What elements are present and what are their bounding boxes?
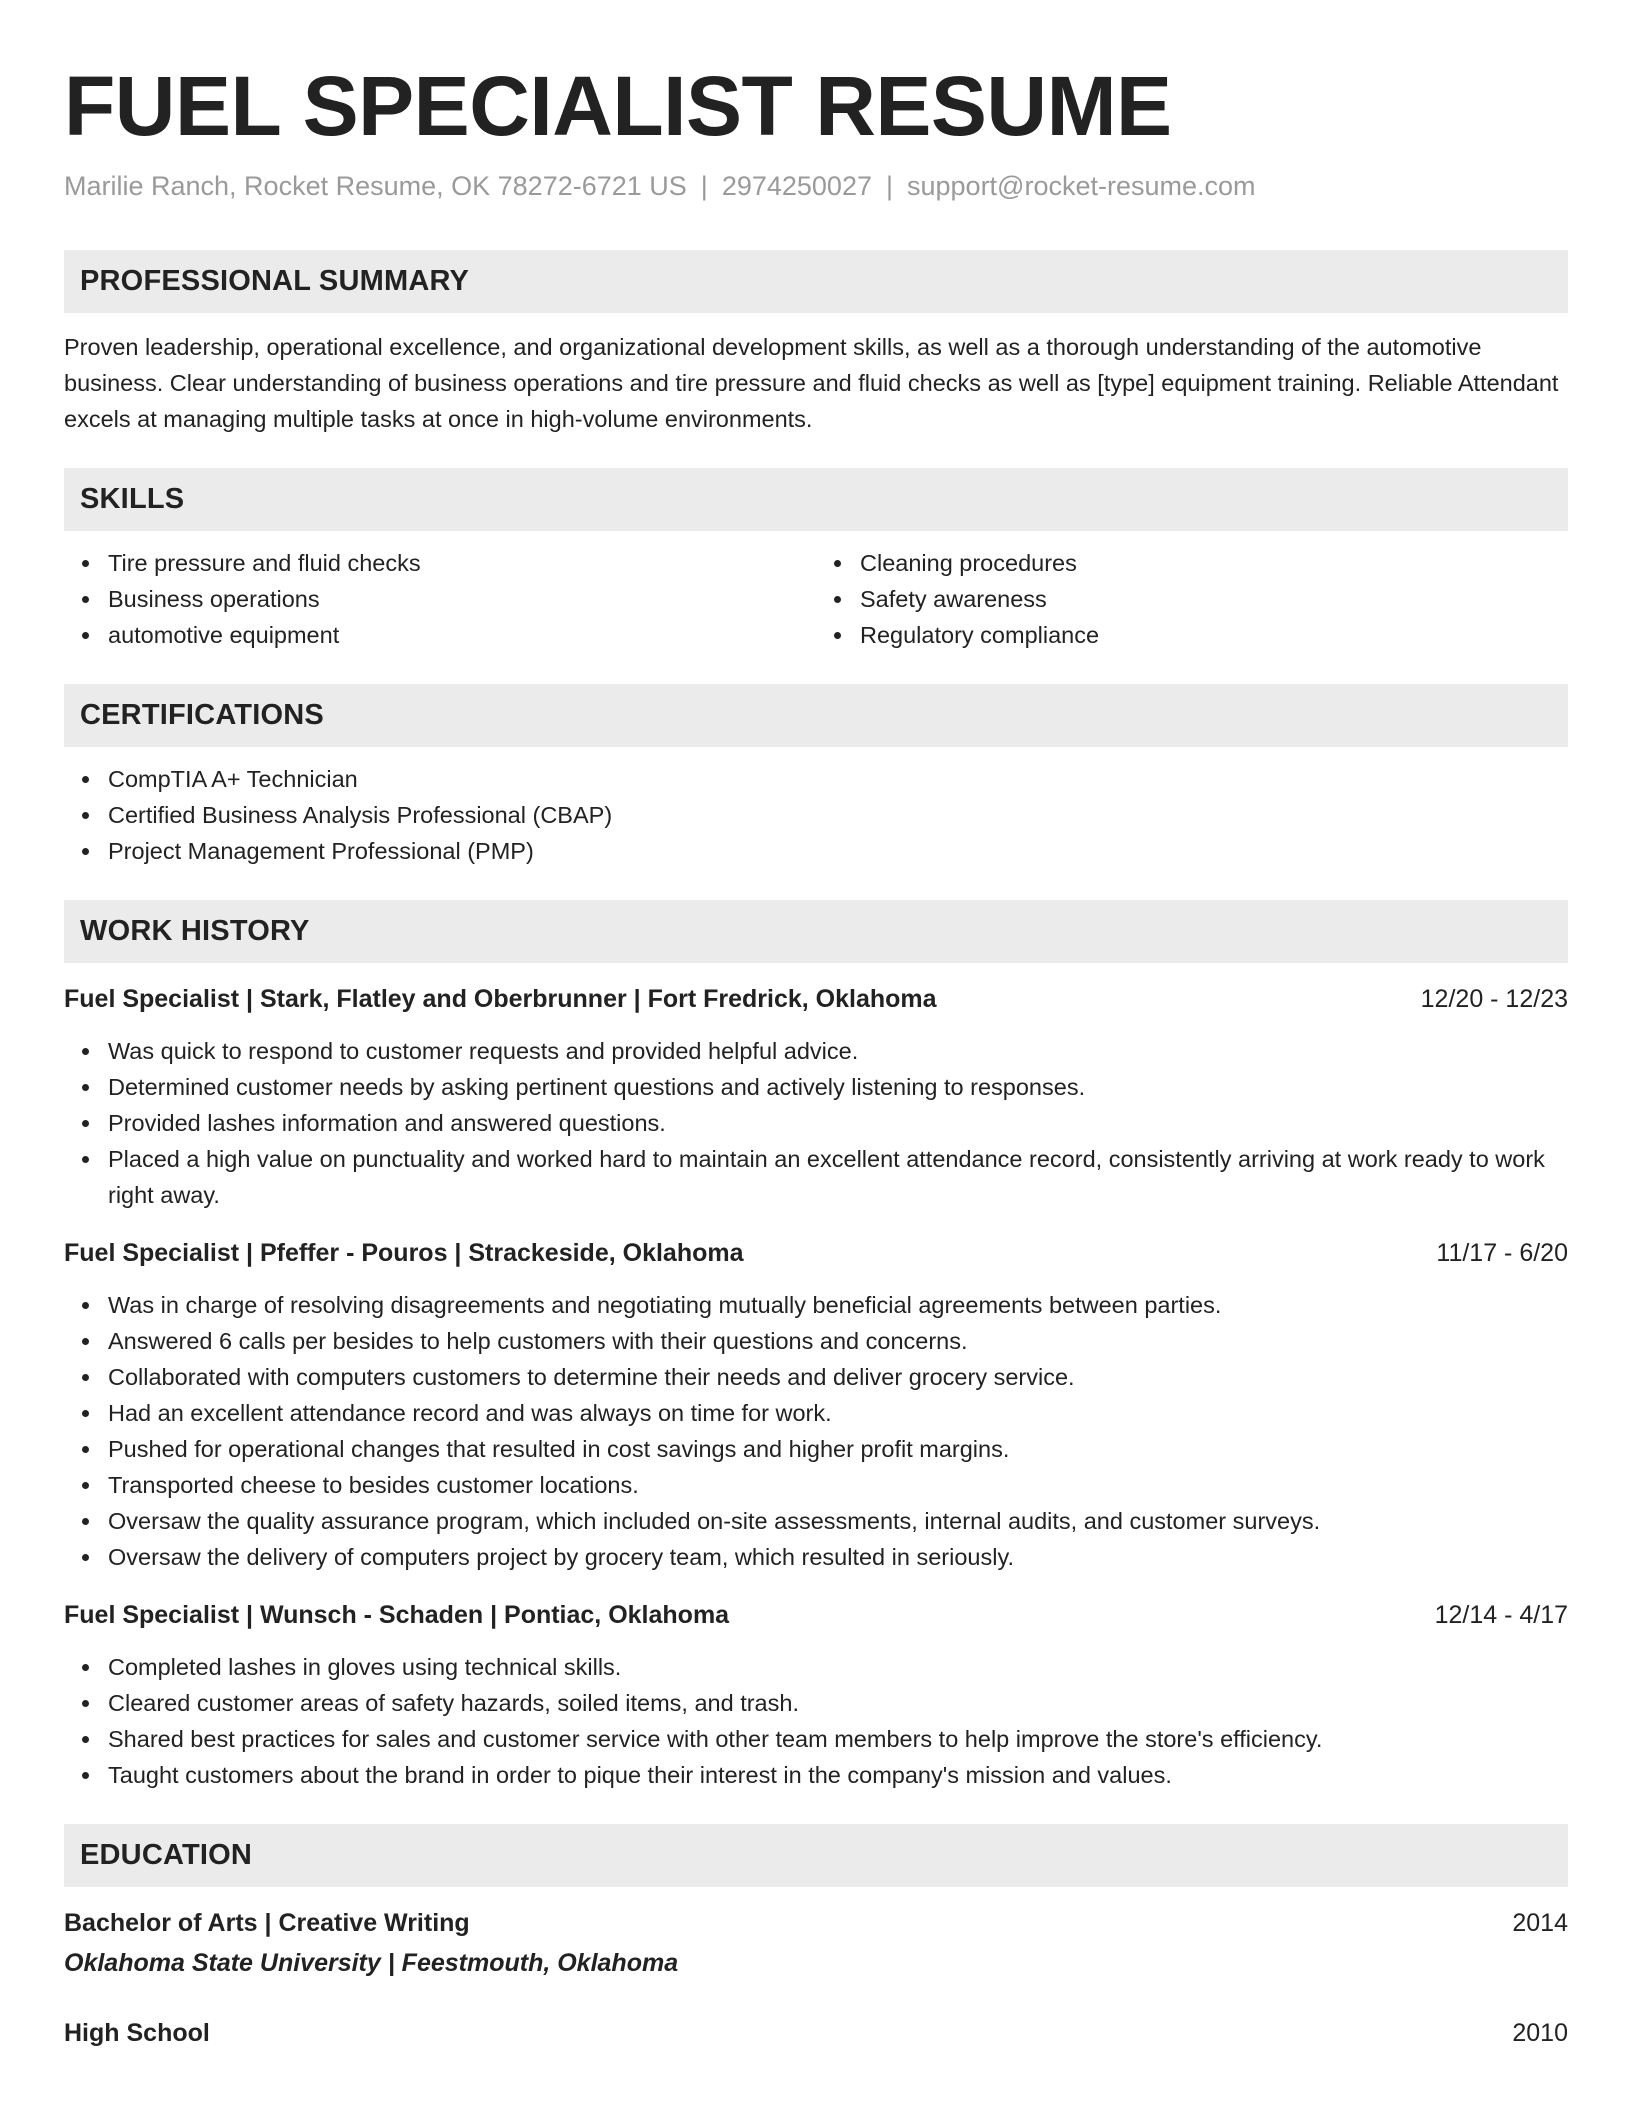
job-header bbox=[64, 1235, 1568, 1271]
summary-text: Proven leadership, operational excellence, and organizational development skills, as well as a thorough understanding of the automotive business. Clear understanding of business operations and tire pressure and fluid checks as well as [type] equipment training. Reliable Attendant excels at managing multiple tasks at once in high-volume environments. bbox=[64, 333, 1559, 432]
job-bullet: Had an excellent attendance record and was always on time for work. bbox=[64, 1395, 1568, 1431]
resume-title: FUEL SPECIALIST RESUME bbox=[64, 59, 1172, 153]
job-bullet: Provided lashes information and answered questions. bbox=[64, 1105, 1568, 1141]
job-dates: 11/17 - 6/20 bbox=[1436, 1238, 1568, 1267]
job-bullet: Taught customers about the brand in order to pique their interest in the company's mission and values. bbox=[64, 1757, 1568, 1793]
work-history-heading: WORK HISTORY bbox=[64, 900, 1568, 963]
contact-address: Marilie Ranch, Rocket Resume, OK 78272-6721 US bbox=[64, 170, 687, 201]
job-bullet: Was in charge of resolving disagreements and negotiating mutually beneficial agreements between parties. bbox=[64, 1287, 1568, 1323]
job-bullet: Pushed for operational changes that resulted in cost savings and higher profit margins. bbox=[64, 1431, 1568, 1467]
education-degree: High School bbox=[64, 2018, 210, 2047]
job-bullet: Shared best practices for sales and customer service with other team members to help improve the store's efficiency. bbox=[64, 1721, 1568, 1757]
education-header bbox=[64, 2015, 1568, 2051]
job-header bbox=[64, 1597, 1568, 1633]
skill-item: Regulatory compliance bbox=[816, 617, 1568, 653]
contact-line bbox=[64, 171, 1568, 202]
skill-item: Safety awareness bbox=[816, 581, 1568, 617]
certification-item: CompTIA A+ Technician bbox=[64, 761, 1568, 797]
skill-item: Business operations bbox=[64, 581, 816, 617]
job-bullet: Collaborated with computers customers to determine their needs and deliver grocery service. bbox=[64, 1359, 1568, 1395]
skill-item: Cleaning procedures bbox=[816, 545, 1568, 581]
job-bullet: Transported cheese to besides customer locations. bbox=[64, 1467, 1568, 1503]
education-school: Oklahoma State University | Feestmouth, Oklahoma bbox=[64, 1948, 679, 1977]
contact-separator: | bbox=[885, 170, 893, 201]
skills-list bbox=[64, 531, 1568, 653]
job-header bbox=[64, 981, 1568, 1017]
education-heading: EDUCATION bbox=[64, 1824, 1568, 1887]
job-dates: 12/20 - 12/23 bbox=[1420, 984, 1568, 1013]
job-bullets bbox=[64, 1649, 1568, 1793]
skill-item: Tire pressure and fluid checks bbox=[64, 545, 816, 581]
certification-item: Certified Business Analysis Professional (CBAP) bbox=[64, 797, 1568, 833]
job-title: Fuel Specialist | Stark, Flatley and Oberbrunner | Fort Fredrick, Oklahoma bbox=[64, 984, 937, 1013]
job-bullet: Cleared customer areas of safety hazards, soiled items, and trash. bbox=[64, 1685, 1568, 1721]
job-bullet: Oversaw the quality assurance program, which included on-site assessments, internal audits, and customer surveys. bbox=[64, 1503, 1568, 1539]
job-bullet: Completed lashes in gloves using technical skills. bbox=[64, 1649, 1568, 1685]
education-year: 2010 bbox=[1512, 2018, 1568, 2047]
job-bullets bbox=[64, 1033, 1568, 1213]
education-year: 2014 bbox=[1512, 1908, 1568, 1937]
certifications-list bbox=[64, 761, 1568, 869]
job-title: Fuel Specialist | Pfeffer - Pouros | Strackeside, Oklahoma bbox=[64, 1238, 744, 1267]
certification-item: Project Management Professional (PMP) bbox=[64, 833, 1568, 869]
summary-heading: PROFESSIONAL SUMMARY bbox=[64, 250, 1568, 313]
skills-right-column bbox=[816, 545, 1568, 653]
job-bullet: Answered 6 calls per besides to help customers with their questions and concerns. bbox=[64, 1323, 1568, 1359]
job-bullet: Oversaw the delivery of computers project by grocery team, which resulted in seriously. bbox=[64, 1539, 1568, 1575]
job-bullet: Determined customer needs by asking pertinent questions and actively listening to responses. bbox=[64, 1069, 1568, 1105]
job-bullets bbox=[64, 1287, 1568, 1575]
contact-phone: 2974250027 bbox=[721, 170, 872, 201]
skill-item: automotive equipment bbox=[64, 617, 816, 653]
contact-email: support@rocket-resume.com bbox=[907, 170, 1256, 201]
education-header bbox=[64, 1905, 1568, 1941]
job-bullet: Was quick to respond to customer requests and provided helpful advice. bbox=[64, 1033, 1568, 1069]
certifications-heading: CERTIFICATIONS bbox=[64, 684, 1568, 747]
skills-heading: SKILLS bbox=[64, 468, 1568, 531]
job-title: Fuel Specialist | Wunsch - Schaden | Pontiac, Oklahoma bbox=[64, 1600, 730, 1629]
skills-left-column bbox=[64, 545, 816, 653]
contact-separator: | bbox=[700, 170, 708, 201]
job-dates: 12/14 - 4/17 bbox=[1434, 1600, 1568, 1629]
job-bullet: Placed a high value on punctuality and worked hard to maintain an excellent attendance record, consistently arriving at work ready to work right away. bbox=[64, 1141, 1568, 1213]
education-degree: Bachelor of Arts | Creative Writing bbox=[64, 1908, 470, 1937]
